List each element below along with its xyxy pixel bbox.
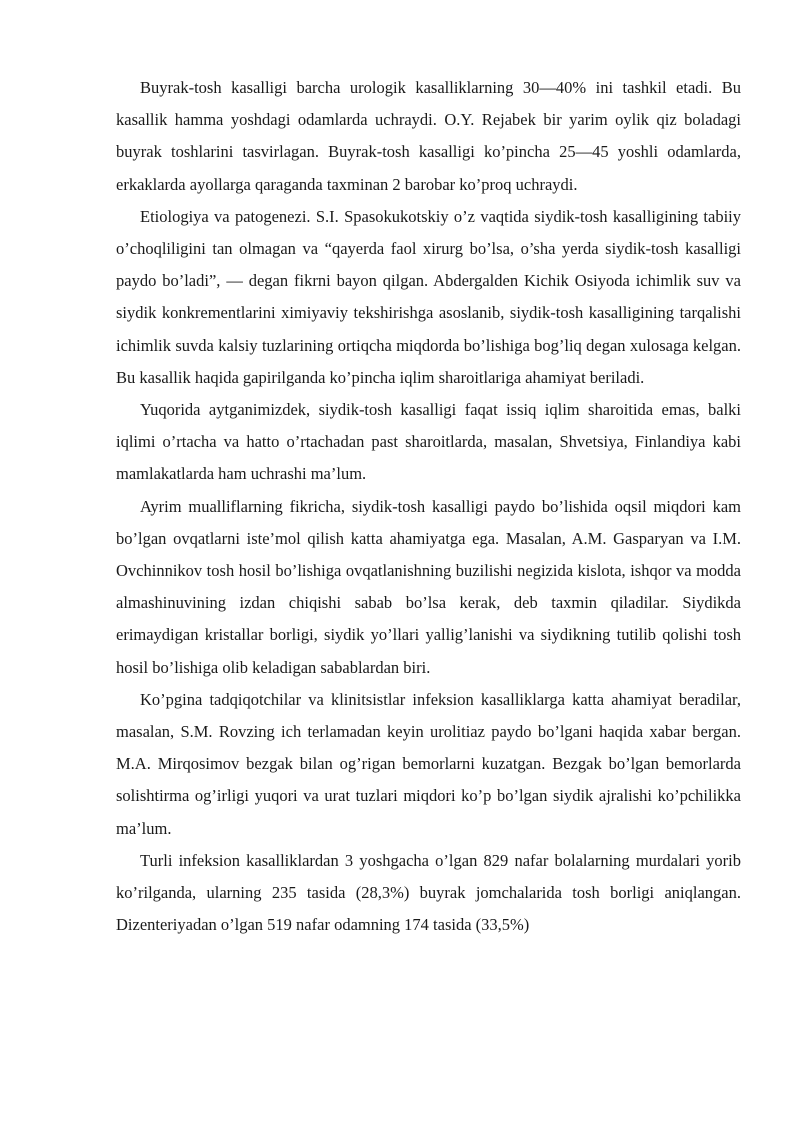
document-page — [116, 72, 741, 941]
paragraph-infection: Ko’pgina tadqiqotchilar va klinitsistlar infeksion kasalliklarga katta ahamiyat beradilar, masalan, S.M. Rovzing ich terlamadan keyin urolitiaz paydo bo’lgani haqida xabar bergan. M.A. Mirqosimov bezgak bilan og’rigan bemorlarni kuzatgan. Bezgak bo’lgan bemorlarda solishtirma og’irligi yuqori va urat tuzlari miqdori ko’p bo’lgan siydik ajralishi ko’pchilikka ma’lum. — [116, 689, 741, 838]
paragraph-autopsy: Turli infeksion kasalliklardan 3 yoshgacha o’lgan 829 nafar bolalarning murdalari yorib ko’rilganda, ularning 235 tasida (28,3%) buyrak jomchalarida tosh borligi aniqlangan. Dizenteriyadan o’lgan 519 nafar odamning 174 tasida (33,5%) — [116, 850, 741, 935]
paragraph-prevalence: Buyrak-tosh kasalligi barcha urologik kasalliklarning 30—40% ini tashkil etadi. Bu kasallik hamma yoshdagi odamlarda uchraydi. O.Y. Rejabek bir yarim oylik qiz boladagi buyrak toshlarini tasvirlagan. Buyrak-tosh kasalligi ko’pincha 25—45 yoshli odamlarda, erkaklarda ayollarga qaraganda taxminan 2 barobar ko’proq uchraydi. — [116, 78, 741, 194]
paragraph-climate: Yuqorida aytganimizdek, siydik-tosh kasalligi faqat issiq iqlim sharoitida emas, balki iqlimi o’rtacha va hatto o’rtachadan past sharoitlarda, masalan, Shvetsiya, Finlandiya kabi mamlakatlarda ham uchrashi ma’lum. — [116, 400, 741, 484]
paragraph-etiology: Etiologiya va patogenezi. S.I. Spasokukotskiy o’z vaqtida siydik-tosh kasalligining tabiiy o’choqliligini tan olmagan va “qayerda faol xirurg bo’lsa, o’sha yerda siydik-tosh kasalligi paydo bo’ladi”, — degan fikrni bayon qilgan. Abdergalden Kichik Osiyoda ichimlik suv va siydik konkrementlarini ximiyaviy tekshirishga asoslanib, siydik-tosh kasalligining tarqalishi ichimlik suvda kalsiy tuzlarining ortiqcha miqdorda bo’lishiga bog’liq degan xulosaga kelgan. Bu kasallik haqida gapirilganda ko’pincha iqlim sharoitlariga ahamiyat beriladi. — [116, 206, 741, 387]
paragraph-nutrition: Ayrim mualliflarning fikricha, siydik-tosh kasalligi paydo bo’lishida oqsil miqdori kam bo’lgan ovqatlarni iste’mol qilish katta ahamiyatga ega. Masalan, A.M. Gasparyan va I.M. Ovchinnikov tosh hosil bo’lishiga ovqatlanishning buzilishi negizida kislota, ishqor va modda almashinuvining izdan chiqishi sabab bo’lsa kerak, deb taxmin qiladilar. Siydikda erimaydigan kristallar borligi, siydik yo’llari yallig’lanishi va siydikning tutilib qolishi tosh hosil bo’lishiga olib keladigan sabablardan biri. — [116, 496, 741, 677]
